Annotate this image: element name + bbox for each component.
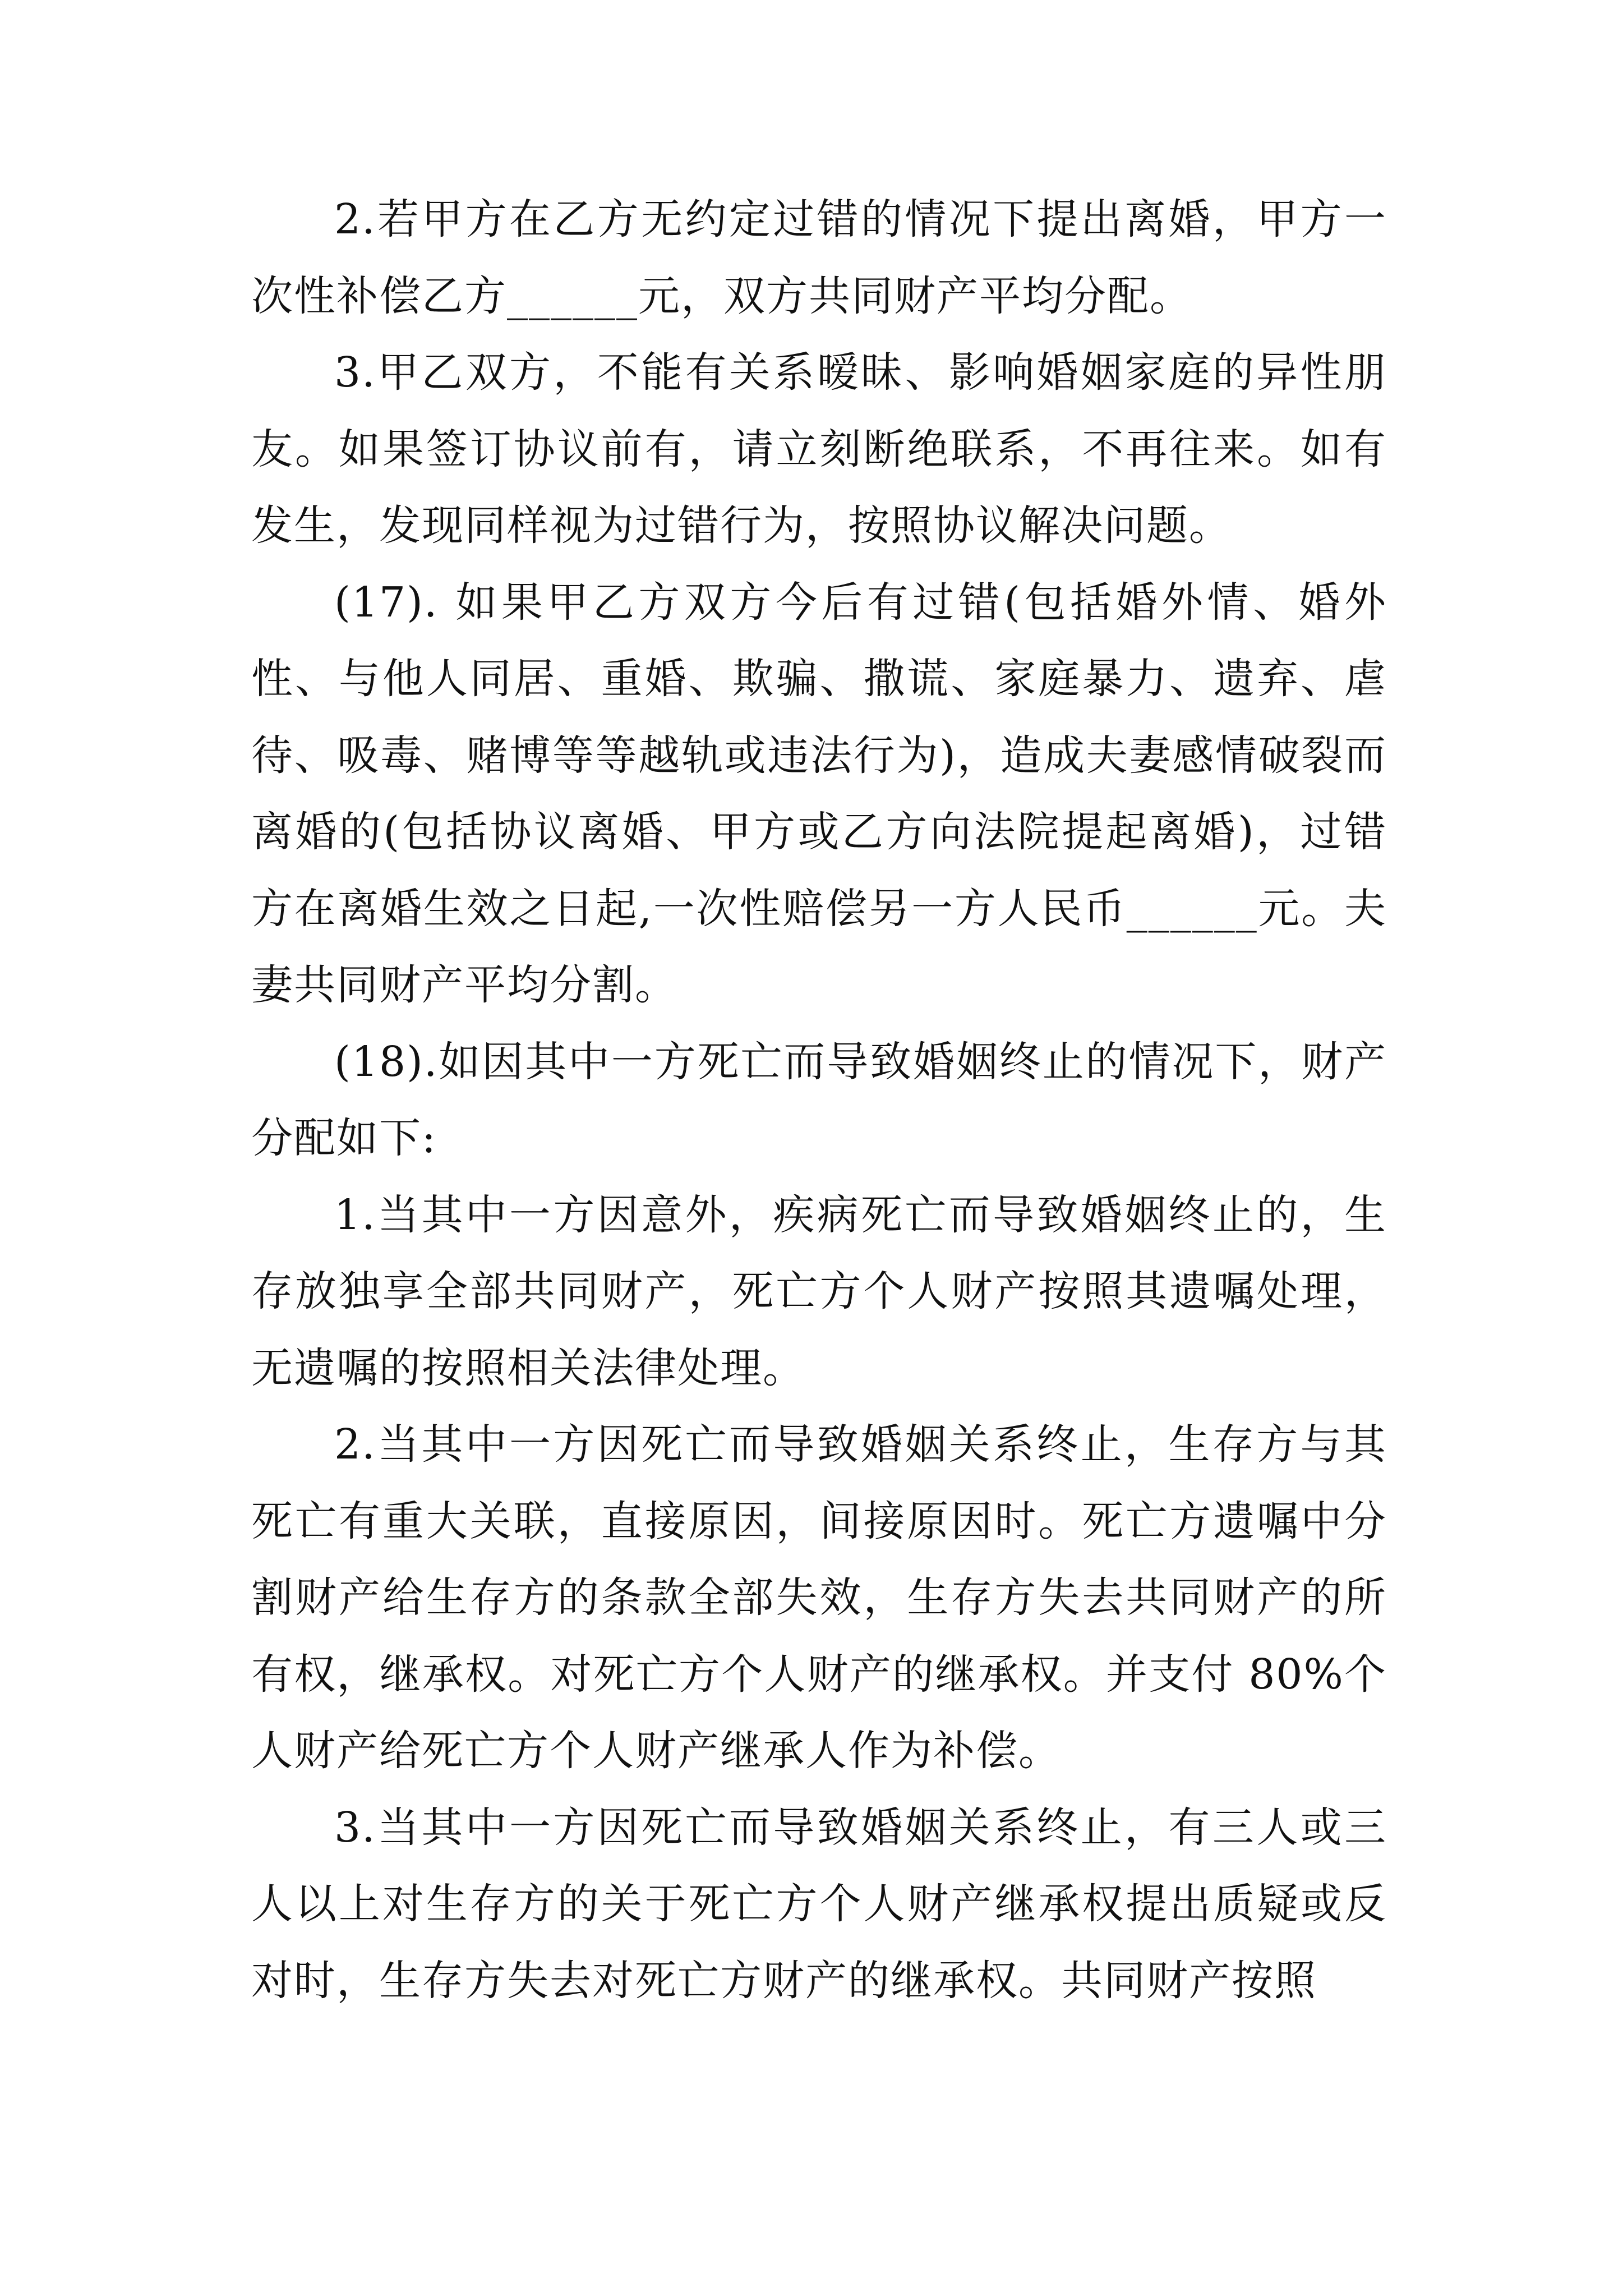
paragraph-clause-18-1-accidental-death: 1.当其中一方因意外，疾病死亡而导致婚姻终止的，生存放独享全部共同财产，死亡方个人财产按照其遗嘱处理，无遗嘱的按照相关法律处理。 [251,1190,1387,1392]
paragraph-clause-18-2-related-death: 2.当其中一方因死亡而导致婚姻关系终止，生存方与其死亡有重大关联，直接原因，间接原因时。死亡方遗嘱中分割财产给生存方的条款全部失效，生存方失去共同财产的所有权，继承权。对死亡方个人财产的继承权。并支付 80%个人财产给死亡方个人财产继承人作为补偿。 [251,1420,1387,1775]
paragraph-clause-2-compensation: 2.若甲方在乙方无约定过错的情况下提出离婚，甲方一次性补偿乙方______元，双方共同财产平均分配。 [251,195,1387,320]
paragraph-clause-17-fault-divorce: (17). 如果甲乙方双方今后有过错(包括婚外情、婚外性、与他人同居、重婚、欺骗、撒谎、家庭暴力、遗弃、虐待、吸毒、赌博等等越轨或违法行为)，造成夫妻感情破裂而离婚的(包括协议离婚、甲方或乙方向法院提起离婚)，过错方在离婚生效之日起,一次性赔偿另一方人民币______元。夫妻共同财产平均分割。 [251,578,1387,1009]
paragraph-clause-18-3-inheritance-dispute: 3.当其中一方因死亡而导致婚姻关系终止，有三人或三人以上对生存方的关于死亡方个人财产继承权提出质疑或反对时，生存方失去对死亡方财产的继承权。共同财产按照 [251,1803,1387,2005]
paragraph-clause-18-death-termination: (18).如因其中一方死亡而导致婚姻终止的情况下，财产分配如下: [251,1037,1387,1162]
document-body [251,181,1387,2019]
paragraph-clause-3-opposite-sex-friends: 3.甲乙双方，不能有关系暧昧、影响婚姻家庭的异性朋友。如果签订协议前有，请立刻断绝联系，不再往来。如有发生，发现同样视为过错行为，按照协议解决问题。 [251,348,1387,550]
